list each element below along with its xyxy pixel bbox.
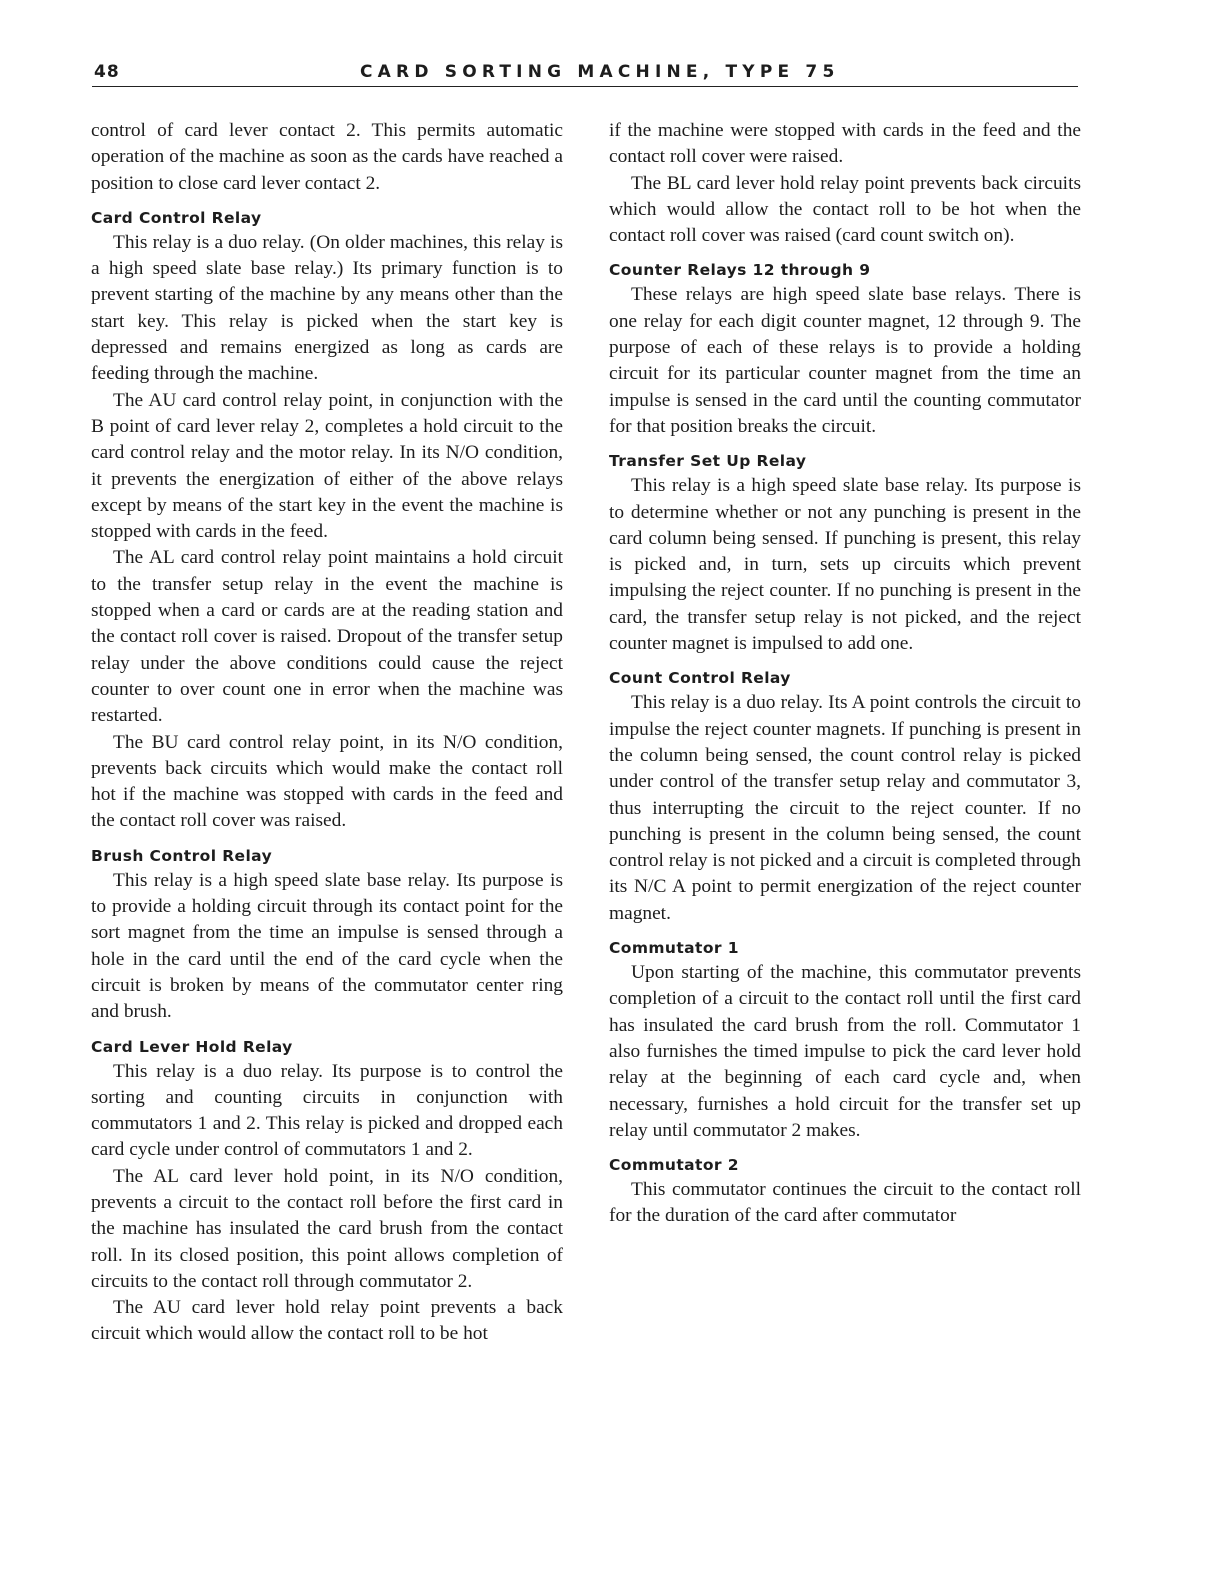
paragraph: The AL card control relay point maintains a hold circuit to the transfer setup relay in the event the machine is stopped when a card or cards are at the reading station and the contact roll cover is raised. Dropout of the transfer setup relay under the above conditions could cause the reject counter to over count one in error when the machine was restarted. <box>91 547 563 727</box>
paragraph: The BL card lever hold relay point prevents back circuits which would allow the contact roll to be hot when the contact roll cover was raised (card count switch on). <box>609 172 1081 247</box>
paragraph: if the machine were stopped with cards in the feed and the contact roll cover were raised. <box>609 120 1081 168</box>
paragraph: This relay is a duo relay. Its purpose is to control the sorting and counting circuits in conjunction with commutators 1 and 2. This relay is picked and dropped each card cycle under control of commutators 1 and 2. <box>91 1060 563 1161</box>
paragraph: The AL card lever hold point, in its N/O condition, prevents a circuit to the contact roll before the first card in the machine has insulated the card brush from the contact roll. In its closed position, this point allows completion of circuits to the contact roll through commutator 2. <box>91 1165 563 1292</box>
section-heading: Counter Relays 12 through 9 <box>609 261 871 280</box>
section-heading: Count Control Relay <box>609 669 791 688</box>
running-title: CARD SORTING MACHINE, TYPE 75 <box>360 62 840 82</box>
section-heading: Card Lever Hold Relay <box>91 1037 293 1056</box>
section-heading: Commutator 1 <box>609 939 739 958</box>
page-header <box>92 60 1078 87</box>
paragraph: This relay is a high speed slate base relay. Its purpose is to provide a holding circuit through its contact point for the sort magnet from the time an impulse is sensed through a hole in the card until the end of the card cycle when the circuit is broken by means of the commutator center ring and brush. <box>91 869 563 1023</box>
paragraph: These relays are high speed slate base relays. There is one relay for each digit counter magnet, 12 through 9. The purpose of each of these relays is to provide a holding circuit for its particular counter magnet from the time an impulse is sensed in the card until the counting commutator for that position breaks the circuit. <box>609 284 1081 437</box>
left-column <box>91 118 563 1348</box>
section-heading: Card Control Relay <box>91 208 262 227</box>
paragraph: The AU card control relay point, in conjunction with the B point of card lever relay 2, completes a hold circuit to the card control relay and the motor relay. In its N/O condition, it prevents the energization of either of the above relays except by means of the start key in the event the machine is stopped with cards in the feed. <box>91 389 563 543</box>
section-heading: Brush Control Relay <box>91 846 273 865</box>
page-number: 48 <box>94 62 120 82</box>
paragraph: The BU card control relay point, in its N/O condition, prevents back circuits which would make the contact roll hot if the machine was stopped with cards in the feed and the contact roll cover was raised. <box>91 731 563 832</box>
paragraph: The AU card lever hold relay point prevents a back circuit which would allow the contact roll to be hot <box>91 1297 563 1345</box>
paragraph: control of card lever contact 2. This permits automatic operation of the machine as soon as the cards have reached a position to close card lever contact 2. <box>91 120 563 194</box>
paragraph: This commutator continues the circuit to the contact roll for the duration of the card after commutator <box>609 1179 1081 1227</box>
section-heading: Transfer Set Up Relay <box>609 452 807 471</box>
paragraph: Upon starting of the machine, this commutator prevents completion of a circuit to the contact roll until the first card has insulated the card brush from the roll. Commutator 1 also furnishes the timed impulse to pick the card lever hold relay at the beginning of each card cycle and, when necessary, furnishes a hold circuit for the transfer set up relay until commutator 2 makes. <box>609 962 1081 1141</box>
paragraph: This relay is a duo relay. (On older machines, this relay is a high speed slate base relay.) Its primary function is to prevent starting of the machine by any means other than the start key. This relay is picked when the start key is depressed and remains energized as long as cards are feeding through the machine. <box>91 231 563 385</box>
paragraph: This relay is a duo relay. Its A point controls the circuit to impulse the reject counter magnets. If punching is present in the column being sensed, the count control relay is picked under control of the transfer setup relay and commutator 3, thus interrupting the circuit to the reject counter. If no punching is present in the column being sensed, the count control relay is not picked and a circuit is completed through its N/C A point to permit energization of the reject counter magnet. <box>609 692 1081 924</box>
right-column <box>609 118 1081 1230</box>
section-heading: Commutator 2 <box>609 1156 739 1175</box>
paragraph: This relay is a high speed slate base relay. Its purpose is to determine whether or not any punching is present in the card column being sensed. If punching is present, this relay is picked and, in turn, sets up circuits which prevent impulsing the reject counter. If no punching is present in the card, the transfer setup relay is not picked, and the reject counter magnet is impulsed to add one. <box>609 475 1081 655</box>
